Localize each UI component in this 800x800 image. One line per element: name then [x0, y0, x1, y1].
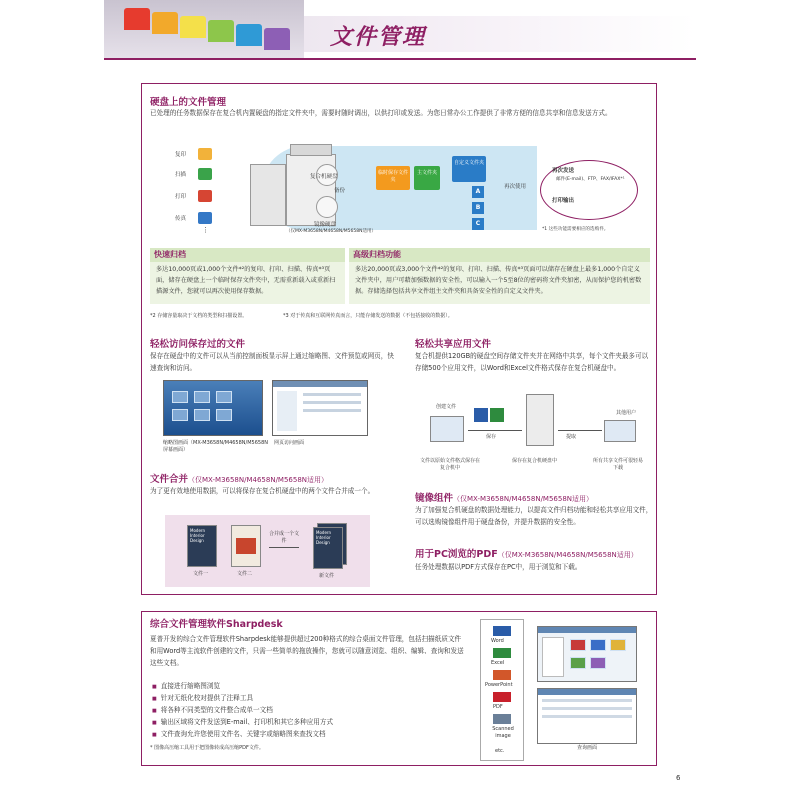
sd-thumb [610, 639, 626, 651]
doc-two [231, 525, 261, 567]
input-fax-label: 传真 [175, 216, 187, 222]
input-scan-label: 扫描 [175, 172, 187, 178]
hdd-section-title: 硬盘上的文件管理 [150, 97, 227, 108]
sharpdesk-window-search [537, 688, 637, 744]
mfp-icon [526, 394, 554, 446]
share-caption-right: 所有共享文件可很轻易下载 [592, 458, 643, 471]
quick-file-title: 快速归档 [150, 248, 345, 262]
hdd-workflow-diagram [150, 140, 648, 240]
finisher-unit [250, 164, 286, 226]
page-number: 6 [676, 774, 681, 782]
word-icon [493, 626, 511, 636]
mirror-disk-icon [316, 196, 338, 218]
sd-search-row [542, 699, 632, 702]
merge-arrow [269, 547, 299, 548]
web-access-caption: 网页访问画面 [274, 440, 305, 446]
combine-text: 为了更有效地使用数据，可以将保存在复合机硬盘中的两个文件合并成一个。 [150, 487, 375, 495]
web-titlebar [273, 381, 367, 387]
sd-titlebar [538, 627, 636, 633]
doc-two-image [236, 538, 256, 554]
easy-access-text: 保存在硬盘中的文件可以从当前控制面板显示屏上通过缩略图、文件预览或网页，快速查询和访问。 [150, 352, 394, 372]
combine-title [150, 471, 328, 485]
sd-thumb [590, 639, 606, 651]
mfp-scanner-top [290, 144, 332, 156]
pdf-browse-title-note: （仅MX-M3658N/M4658N/M5658N适用） [497, 551, 638, 559]
web-row [303, 409, 361, 412]
thumb-tile [172, 391, 188, 403]
fax-icon [198, 212, 212, 224]
sharpdesk-note: * 图像高压缩工具用于把图像转成高压缩PDF文件。 [150, 745, 264, 751]
input-print-label: 打印 [175, 194, 187, 200]
reuse-label: 再次使用 [504, 184, 527, 190]
share-network-diagram [420, 390, 648, 480]
share-caption-mid: 保存在复合机硬盘中 [512, 458, 558, 464]
pc-right-icon [604, 420, 636, 442]
mirror-title-note: （仅MX-M3658N/M4658N/M5658N适用） [453, 495, 594, 503]
combine-illustration [165, 515, 370, 587]
thumb-tile [216, 409, 232, 421]
thumb-tile [194, 409, 210, 421]
quick-file-text: 多达10,000页或1,000个文件*²的复印、打印、扫描、传真*³页面，储存在硬盘上一个临时保存文件夹中，无需重新载入或重新扫描源文件，您就可以再次使用保存数据。 [156, 266, 336, 295]
advanced-file-box [349, 248, 650, 304]
web-row [303, 393, 361, 396]
pdf-label: PDF [493, 704, 503, 710]
doc-two-label: 文件二 [237, 571, 253, 577]
save-label: 保存 [486, 434, 497, 440]
sharpdesk-window-main [537, 626, 637, 682]
hdd-intro-text: 已处理的任务数据保存在复合机内置硬盘的指定文件夹中，需要时随时调出，以供打印或发送。为您日常办公工作提供了非常方便的信息共享和信息发送方式。 [150, 109, 612, 117]
save-arrow [468, 430, 522, 431]
thumbnail-screen-shot [163, 380, 263, 436]
sharpdesk-bullet-1: ■ 直接进行缩略图浏览 [152, 680, 220, 690]
thumb-tile [194, 391, 210, 403]
combine-title-text: 文件合并 [150, 474, 189, 485]
web-sidebar [277, 391, 297, 431]
resend-targets: 邮件(E-mail)、FTP、FAX/IFAX*¹ [556, 177, 625, 182]
doc-one [187, 525, 217, 567]
mirror-title [415, 490, 593, 504]
share-caption-left: 文件以原始文件格式保存在复合机中 [420, 458, 481, 471]
footnote-1: *1 这些功能需要相应的选购件。 [542, 227, 609, 232]
excel-label: Excel [491, 660, 505, 666]
temp-folder: 临时保存文件夹 [376, 166, 410, 190]
print-icon [198, 190, 212, 202]
word-label: Word [491, 638, 504, 644]
extract-label: 提取 [566, 434, 577, 440]
sd-tree [542, 637, 564, 677]
doc-one-text: Modern Interior Design [190, 528, 206, 543]
sd-thumb [590, 657, 606, 669]
resend-label: 再次发送 [552, 168, 575, 174]
header-photo-folder-tabs [104, 0, 304, 58]
footnote-3: *3 对于传真和互联网传真而言，只能存储发送的数据（不包括接收的数据）。 [283, 313, 453, 319]
folder-c: C [472, 218, 484, 230]
print-output-label: 打印输出 [552, 198, 575, 204]
file-type-icon-column [480, 619, 524, 761]
sd-thumb [570, 639, 586, 651]
folder-b: B [472, 202, 484, 214]
combine-title-note: （仅MX-M3658N/M4658N/M5658N适用） [188, 476, 329, 484]
sharpdesk-screenshot [537, 626, 637, 750]
pc-left-icon [430, 416, 464, 442]
backup-label: 备份 [334, 188, 346, 194]
new-doc-label: 新文件 [319, 573, 335, 579]
merge-label: 合并成一个文件 [269, 531, 300, 544]
sd-search-row [542, 715, 632, 718]
quick-file-box [150, 248, 345, 304]
merged-doc [313, 527, 343, 569]
share-title: 轻松共享应用文件 [415, 339, 492, 350]
sd-thumb [570, 657, 586, 669]
mirror-title-text: 镜像组件 [415, 493, 454, 504]
main-folder: 主文件夹 [414, 166, 440, 190]
web-row [303, 401, 361, 404]
share-text: 复合机提供120GB的硬盘空间存储文件夹并在网络中共享，每个文件夹最多可以存储500个应用文件，以Word和Excel文件格式保存在复合机硬盘中。 [415, 352, 649, 372]
extract-arrow [558, 430, 602, 431]
scan-icon [198, 168, 212, 180]
sharpdesk-text: 夏普开发的综合文件管理软件Sharpdesk能够提供超过200种格式的综合桌面文件管理，包括扫描纸质文件和用Word等主流软件创建的文件，只需一些简单的拖放操作，您就可以随意浏览、组织、编辑、查询和发送这些文档。 [150, 635, 464, 667]
thumbnail-caption: 缩略图画面（MX-M3658N/M4658N/M5658N屏幕画面） [163, 440, 269, 453]
sharpdesk-title: 综合文件管理软件Sharpdesk [150, 619, 283, 630]
pdf-browse-title-text: 用于PC浏览的PDF [415, 549, 498, 560]
thumb-tile [216, 391, 232, 403]
merged-doc-text: Modern Interior Design [316, 530, 332, 545]
other-users-label: 其他用户 [616, 410, 637, 416]
pdf-browse-text: 任务处理数据以PDF方式保存在PC中，用于浏览和下载。 [415, 563, 582, 571]
word-icon [474, 408, 488, 422]
sharpdesk-bullet-5: ■ 文件查询允许您使用文件名、关键字或缩略图来查找文档 [152, 728, 326, 738]
scanned-label: Scanned image [492, 726, 514, 739]
input-copy-label: 复印 [175, 152, 187, 158]
footnote-2: *2 存储容量取决于文档的类型和扫描设置。 [150, 313, 248, 319]
mirror-label: 镜像硬盘 [314, 222, 337, 228]
sharpdesk-bullet-3: ■ 将各种不同类型的文件整合成单一文档 [152, 704, 273, 714]
mirror-note: （仅MX-M3658N/M4658N/M5658N适用） [286, 229, 376, 234]
advanced-file-text: 多达20,000页或3,000个文件*²的复印、打印、扫描、传真*³页面可以储存在硬盘上最多1,000个自定义文件夹中，用户可藉加强数据的安全性，可以输入一个5至8位的密码将文件夹加密，从而保护您的机密数据。存储选择包括共享文件组主文件夹和具备安全性的自定义文件夹。 [355, 266, 642, 295]
sharpdesk-bullet-4: ■ 输出区域将文件发送到E-mail、打印机和其它多种应用方式 [152, 716, 333, 726]
create-file-label: 创建文件 [436, 404, 457, 410]
sd-search-row [542, 707, 632, 710]
doc-one-label: 文件一 [193, 571, 209, 577]
header-divider [104, 58, 696, 60]
hdd-label: 复合机硬盘 [310, 174, 338, 180]
sd-search-titlebar [538, 689, 636, 695]
excel-icon [493, 648, 511, 658]
mirror-text: 为了加强复合机硬盘的数据处理能力，以提高文件归档功能和轻松共享应用文件，可以选购镜像组件用于硬盘备份，并提升数据的安全性。 [415, 506, 653, 526]
more-inputs-dots: ⋮ [202, 226, 209, 234]
page-title: 文件管理 [330, 25, 427, 50]
copy-icon [198, 148, 212, 160]
advanced-file-title: 高级归档功能 [349, 248, 650, 262]
etc-label: etc. [495, 748, 505, 754]
scanned-image-icon [493, 714, 511, 724]
pdf-browse-title [415, 546, 638, 560]
easy-access-title: 轻松访问保存过的文件 [150, 339, 246, 350]
custom-folder: 自定义文件夹 [452, 156, 486, 182]
pdf-icon [493, 692, 511, 702]
sharpdesk-bullet-2: ■ 针对无纸化校对提供了注释工具 [152, 692, 253, 702]
thumb-tile [172, 409, 188, 421]
powerpoint-icon [493, 670, 511, 680]
web-access-screen-shot [272, 380, 368, 436]
folder-a: A [472, 186, 484, 198]
search-screen-caption: 查询画面 [577, 745, 598, 751]
excel-icon [490, 408, 504, 422]
powerpoint-label: PowerPoint [485, 682, 513, 688]
